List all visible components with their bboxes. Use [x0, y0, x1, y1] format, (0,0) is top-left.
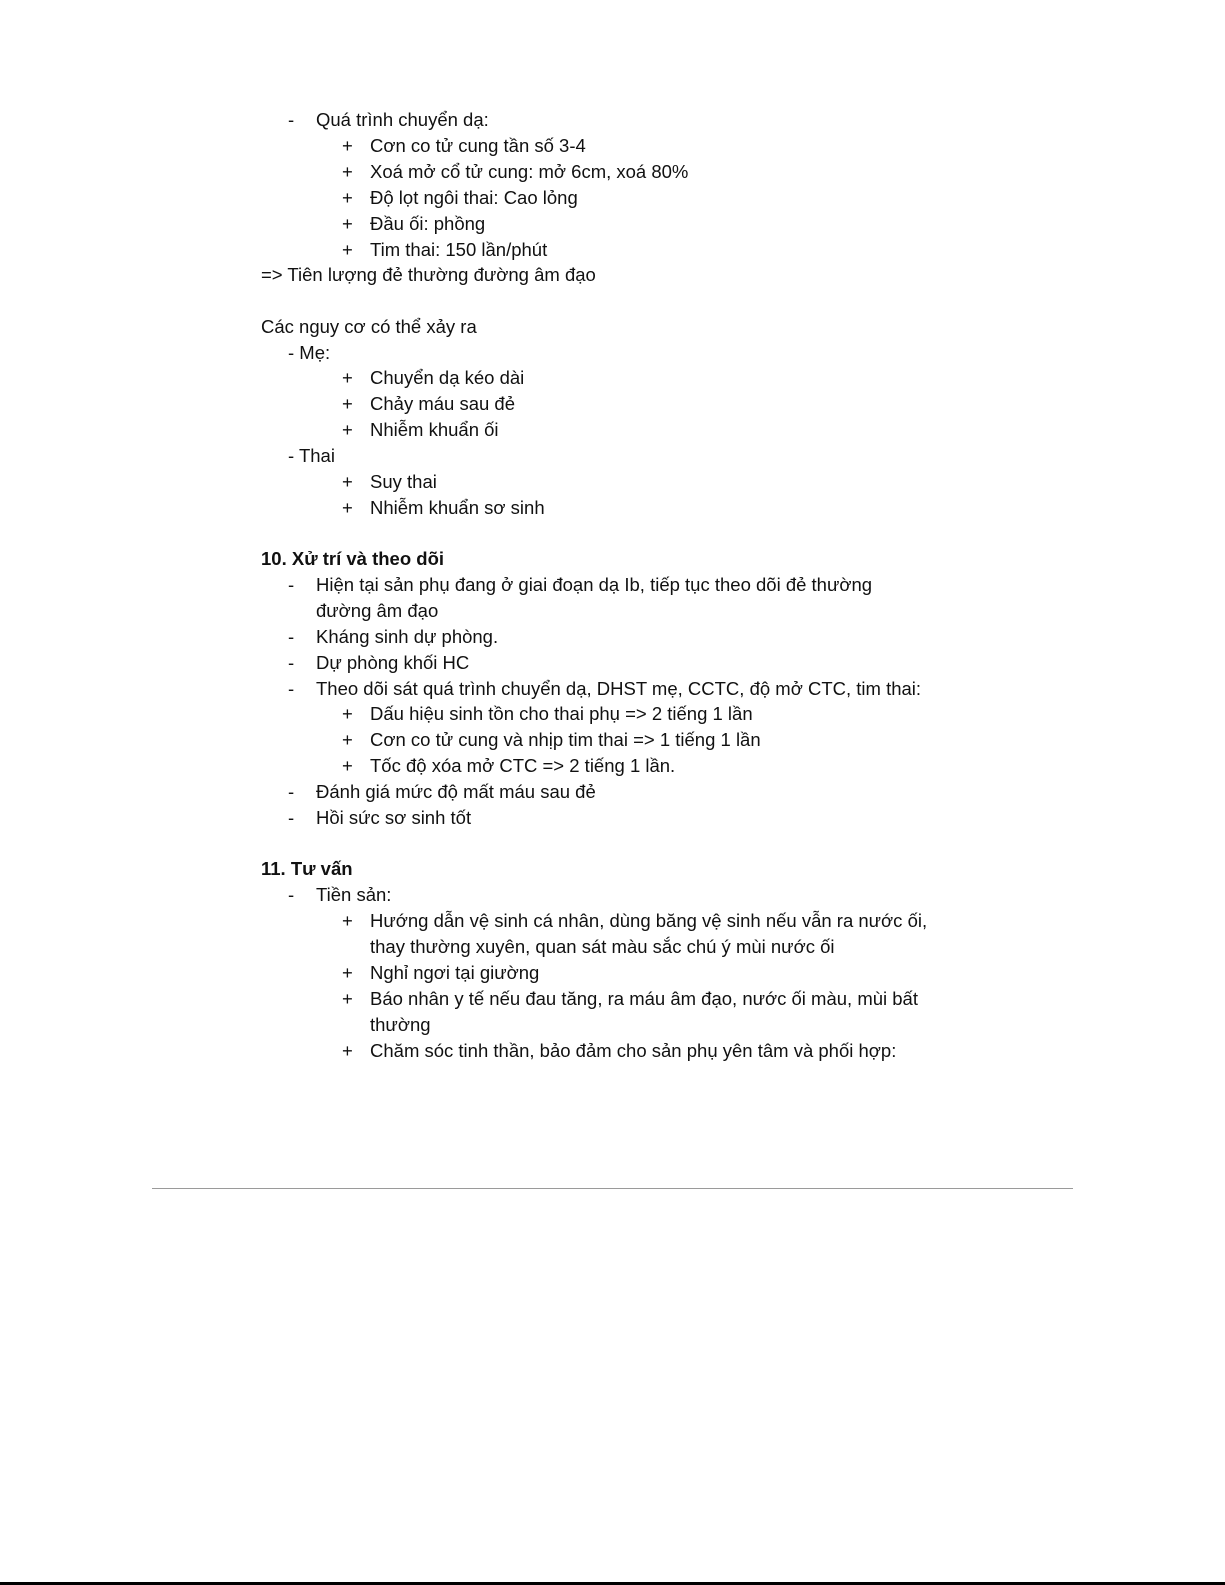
list-item: Theo dõi sát quá trình chuyển dạ, DHST mẹ, CCTC, độ mở CTC, tim thai: — [316, 678, 922, 699]
plus-marker: + — [342, 1040, 353, 1061]
list-item: Nghỉ ngơi tại giường — [370, 962, 540, 983]
list-item: Đầu ối: phồng — [370, 213, 486, 234]
list-item: Đánh giá mức độ mất máu sau đẻ — [316, 781, 596, 802]
fetus-label: - Thai — [288, 445, 335, 466]
plus-marker: + — [342, 393, 353, 414]
list-item: Nhiễm khuẩn sơ sinh — [370, 497, 545, 518]
list-item: Xoá mở cổ tử cung: mở 6cm, xoá 80% — [370, 161, 689, 182]
list-item: Dấu hiệu sinh tồn cho thai phụ => 2 tiếng 1 lần — [370, 703, 753, 724]
section-11-title: 11. Tư vấn — [261, 858, 353, 879]
risks-title: Các nguy cơ có thể xảy ra — [261, 316, 477, 337]
list-item: Hiện tại sản phụ đang ở giai đoạn dạ Ib, tiếp tục theo dõi đẻ thường — [316, 574, 873, 595]
list-item: Cơn co tử cung và nhịp tim thai => 1 tiếng 1 lần — [370, 729, 761, 750]
list-item: Cơn co tử cung tần số 3-4 — [370, 135, 586, 156]
list-item: Kháng sinh dự phòng. — [316, 626, 499, 647]
list-item: Nhiễm khuẩn ối — [370, 419, 499, 440]
labor-process-heading: Quá trình chuyển dạ: — [316, 109, 489, 130]
dash-marker: - — [288, 678, 295, 699]
list-item: Chuyển dạ kéo dài — [370, 367, 525, 388]
plus-marker: + — [342, 962, 353, 983]
list-item-continuation: đường âm đạo — [316, 600, 439, 621]
list-item: Tim thai: 150 lần/phút — [370, 239, 548, 260]
list-item: Tiền sản: — [316, 884, 392, 905]
list-item: Báo nhân y tế nếu đau tăng, ra máu âm đạo, nước ối màu, mùi bất — [370, 988, 918, 1009]
plus-marker: + — [342, 419, 353, 440]
mother-label: - Mẹ: — [288, 342, 331, 363]
list-item-continuation: thay thường xuyên, quan sát màu sắc chú ý mùi nước ối — [370, 936, 835, 957]
plus-marker: + — [342, 703, 353, 724]
dash-marker: - — [288, 652, 295, 673]
plus-marker: + — [342, 213, 353, 234]
list-item: Suy thai — [370, 471, 437, 492]
plus-marker: + — [342, 729, 353, 750]
dash-marker: - — [288, 626, 295, 647]
list-item: Hướng dẫn vệ sinh cá nhân, dùng băng vệ sinh nếu vẫn ra nước ối, — [370, 910, 928, 931]
list-item: Chăm sóc tinh thần, bảo đảm cho sản phụ yên tâm và phối hợp: — [370, 1040, 897, 1061]
prognosis-text: => Tiên lượng đẻ thường đường âm đạo — [261, 264, 596, 285]
plus-marker: + — [342, 471, 353, 492]
plus-marker: + — [342, 367, 353, 388]
plus-marker: + — [342, 910, 353, 931]
list-item: Chảy máu sau đẻ — [370, 393, 516, 414]
dash-marker: - — [288, 884, 295, 905]
plus-marker: + — [342, 497, 353, 518]
list-item: Độ lọt ngôi thai: Cao lỏng — [370, 187, 578, 208]
plus-marker: + — [342, 161, 353, 182]
dash-marker: - — [288, 807, 295, 828]
plus-marker: + — [342, 135, 353, 156]
plus-marker: + — [342, 988, 353, 1009]
dash-marker: - — [288, 574, 295, 595]
page-break-divider — [152, 1188, 1073, 1189]
plus-marker: + — [342, 187, 353, 208]
section-10-title: 10. Xử trí và theo dõi — [261, 548, 445, 569]
plus-marker: + — [342, 755, 353, 776]
dash-marker: - — [288, 109, 295, 130]
list-item: Hồi sức sơ sinh tốt — [316, 807, 472, 828]
list-item: Tốc độ xóa mở CTC => 2 tiếng 1 lần. — [370, 755, 676, 776]
list-item-continuation: thường — [370, 1014, 431, 1035]
list-item: Dự phòng khối HC — [316, 652, 470, 673]
dash-marker: - — [288, 781, 295, 802]
plus-marker: + — [342, 239, 353, 260]
